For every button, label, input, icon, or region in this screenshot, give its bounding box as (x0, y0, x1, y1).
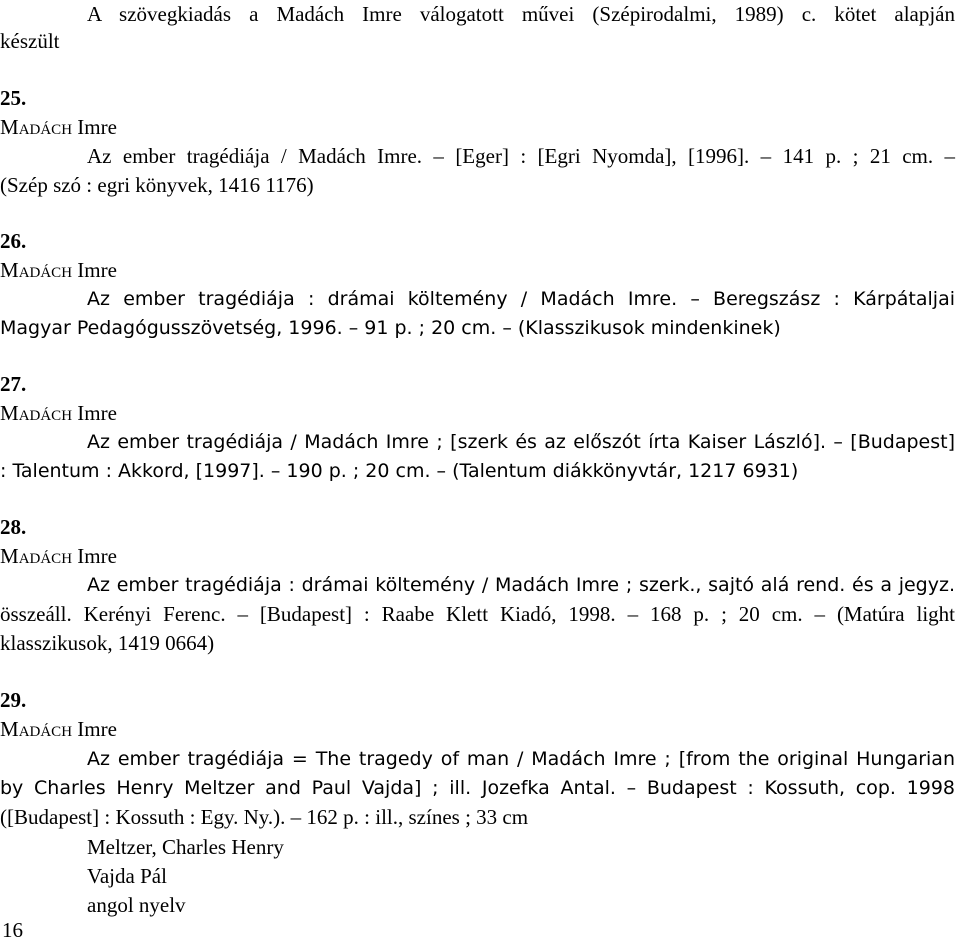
entry-number: 26. (0, 229, 27, 253)
author-given-name: Imre (72, 717, 117, 741)
entry-line: Az ember tragédiája / Madách Imre. – [Eger] : [Egri Nyomda], [1996]. – 141 p. ; 21 cm. – (87, 144, 955, 168)
entry-author (0, 113, 955, 144)
author-given-name: Imre (72, 401, 117, 425)
author-given-name: Imre (72, 544, 117, 568)
author-surname-rest: ADÁCH (18, 724, 73, 740)
author-initial: M (0, 717, 19, 741)
subject-heading: Meltzer, Charles Henry (87, 835, 284, 859)
author-initial: M (0, 115, 19, 139)
subject-heading: Vajda Pál (87, 864, 167, 888)
intro-line-2: készült (0, 29, 60, 53)
entry-number: 25. (0, 86, 27, 110)
entry-author (0, 399, 955, 430)
entry-line: by Charles Henry Meltzer and Paul Vajda] ; ill. Jozefka Antal. – Budapest : Kossuth, cop. 1998 (0, 777, 955, 799)
entry-line: ([Budapest] : Kossuth : Egy. Ny.). – 162 p. : ill., színes ; 33 cm (0, 805, 529, 829)
author-given-name: Imre (72, 115, 117, 139)
entry-line: Az ember tragédiája : drámai költemény / Madách Imre. – Beregszász : Kárpátaljai (87, 288, 955, 310)
entry-number: 28. (0, 515, 27, 539)
entry-line: Magyar Pedagógusszövetség, 1996. – 91 p. ; 20 cm. – (Klasszikusok mindenkinek) (0, 317, 781, 339)
entry-line: Az ember tragédiája = The tragedy of man / Madách Imre ; [from the original Hungarian (87, 748, 955, 770)
author-initial: M (0, 544, 19, 568)
entry-author (0, 542, 955, 573)
entry-number: 29. (0, 688, 27, 712)
author-surname-rest: ADÁCH (18, 122, 73, 138)
entry-line: Az ember tragédiája : drámai költemény / Madách Imre ; szerk., sajtó alá rend. és a jegyz. (87, 574, 955, 596)
author-given-name: Imre (72, 258, 117, 282)
page-number: 16 (2, 918, 23, 942)
entry-author (0, 715, 955, 746)
author-initial: M (0, 258, 19, 282)
entry-line: : Talentum : Akkord, [1997]. – 190 p. ; 20 cm. – (Talentum diákkönyvtár, 1217 6931) (0, 460, 799, 482)
author-initial: M (0, 401, 19, 425)
subject-heading: angol nyelv (87, 893, 186, 917)
entry-line: összeáll. Kerényi Ferenc. – [Budapest] : Raabe Klett Kiadó, 1998. – 168 p. ; 20 cm. – (Matúra light (0, 602, 955, 626)
author-surname-rest: ADÁCH (18, 408, 73, 424)
intro-line-1: A szövegkiadás a Madách Imre válogatott művei (Szépirodalmi, 1989) c. kötet alapján (87, 2, 955, 26)
entry-line: (Szép szó : egri könyvek, 1416 1176) (0, 173, 314, 197)
author-surname-rest: ADÁCH (18, 551, 73, 567)
entry-line: klasszikusok, 1419 0664) (0, 631, 215, 655)
entry-number: 27. (0, 372, 27, 396)
author-surname-rest: ADÁCH (18, 265, 73, 281)
entry-line: Az ember tragédiája / Madách Imre ; [szerk és az előszót írta Kaiser László]. – [Budapest] (87, 431, 955, 453)
entry-author (0, 256, 955, 287)
